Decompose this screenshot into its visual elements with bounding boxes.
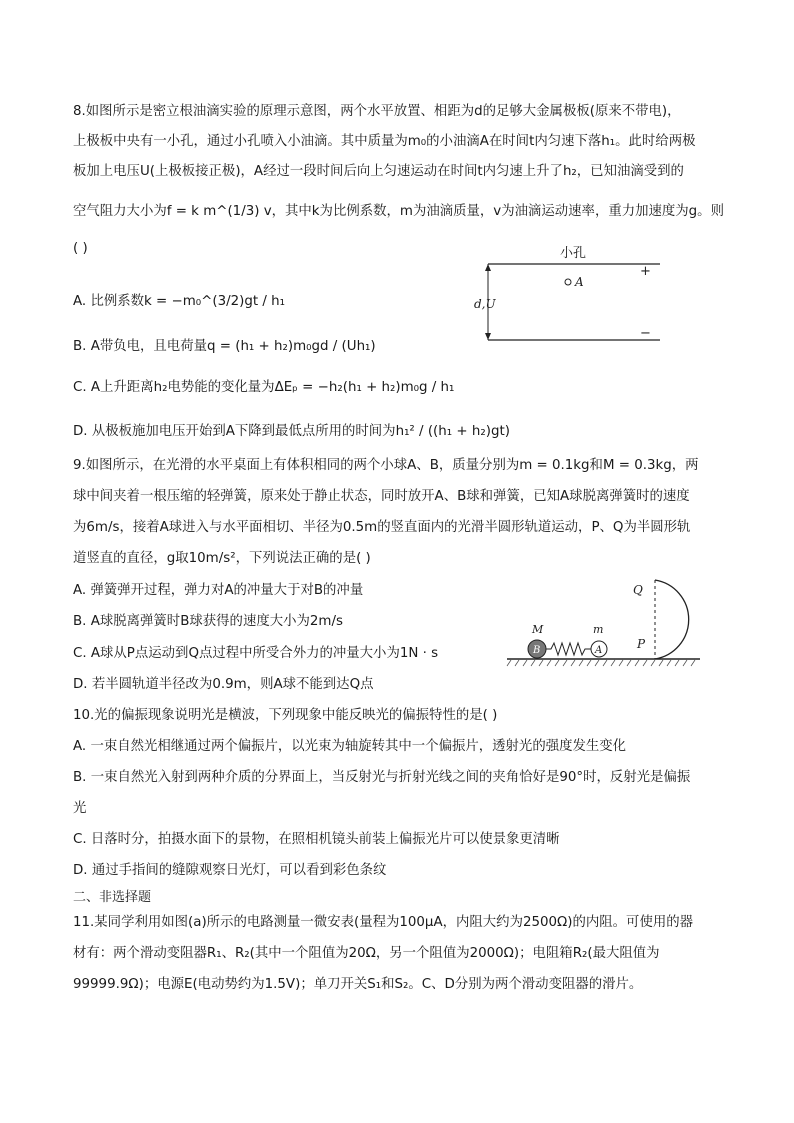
q9-option-b: B. A球脱离弹簧时B球获得的速度大小为2m/s [73,614,343,629]
ball-a-label: A [595,645,603,656]
q10-option-b-line-2: 光 [73,801,87,816]
q9-option-c: C. A球从P点运动到Q点过程中所受合外力的冲量大小为1N · s [73,646,439,661]
point-Q-label: Q [633,583,643,597]
mass-m-label: m [593,623,604,636]
q10-option-d: D. 通过手指间的缝隙观察日光灯，可以看到彩色条纹 [73,863,387,878]
q8-line-3: 板加上电压U(上极板接正极)，A经过一段时间后向上匀速运动在时间t内匀速上升了h₂，已知油滴受到的 [73,164,684,179]
point-P-label: P [637,637,646,651]
q9-line-2: 球中间夹着一根压缩的轻弹簧，原来处于静止状态，同时放开A、B球和弹簧，已知A球脱离弹簧时的速度 [73,489,690,504]
q8-option-c: C. A上升距离h₂电势能的变化量为ΔEₚ = −h₂(h₁ + h₂)m₀g / h₁ [73,380,455,395]
q8-option-b: B. A带负电，且电荷量q = (h₁ + h₂)m₀gd / (Uh₁) [73,339,376,354]
q10-option-b-line-1: B. 一束自然光入射到两种介质的分界面上，当反射光与折射光线之间的夹角恰好是90°时，反射光是偏振 [73,770,691,785]
semicircle-track [655,580,689,659]
oil-drop [565,279,571,285]
q11-line-1: 11.某同学利用如图(a)所示的电路测量一微安表(量程为100μA，内阻大约为2500Ω)的内阻。可使用的器 [73,915,694,930]
q9-line-4: 道竖直的直径，g取10m/s²，下列说法正确的是( ) [73,551,371,566]
section-heading: 二、非选择题 [73,890,152,905]
ball-b-label: B [533,645,541,656]
q11-line-2: 材有：两个滑动变阻器R₁、R₂(其中一个阻值为20Ω，另一个阻值为2000Ω)；电阻箱R₂(最大阻值为 [73,946,660,961]
spring [546,643,591,655]
q11-line-3: 99999.9Ω)；电源E(电动势约为1.5V)；单刀开关S₁和S₂。C、D分别为两个滑动变阻器的滑片。 [73,977,643,992]
gap-arrow-bottom [485,333,491,340]
q10-line-1: 10.光的偏振现象说明光是横波，下列现象中能反映光的偏振特性的是( ) [73,708,498,723]
q10-option-a: A. 一束自然光相继通过两个偏振片，以光束为轴旋转其中一个偏振片，透射光的强度发生变化 [73,739,627,754]
minus-sign: − [640,326,651,341]
q8-option-d: D. 从极板施加电压开始到A下降到最低点所用的时间为h₁² / ((h₁ + h₂)gt) [73,424,510,439]
q9-option-a: A. 弹簧弹开过程，弹力对A的冲量大于对B的冲量 [73,583,364,598]
q9-line-1: 9.如图所示，在光滑的水平桌面上有体积相同的两个小球A、B，质量分别为m = 0.1kg和M = 0.3kg，两 [73,458,699,473]
oil-drop-figure [470,240,670,350]
track-figure [505,572,730,668]
q9-option-d: D. 若半圆轨道半径改为0.9m，则A球不能到达Q点 [73,677,374,692]
q8-line-2: 上极板中央有一小孔，通过小孔喷入小油滴。其中质量为m₀的小油滴A在时间t内匀速下落h₁。此时给两极 [73,134,696,149]
plus-sign: + [640,264,651,279]
q10-option-c: C. 日落时分，拍摄水面下的景物，在照相机镜头前装上偏振光片可以使景象更清晰 [73,832,560,847]
q8-line-4: 空气阻力大小为f = k m^(1/3) v，其中k为比例系数，m为油滴质量，v为油滴运动速率，重力加速度为g。则 [73,204,724,219]
mass-M-label: M [532,623,544,636]
q8-answer-bracket: ( ) [73,241,88,256]
hole-label: 小孔 [560,246,587,261]
q8-line-1: 8.如图所示是密立根油滴实验的原理示意图，两个水平放置、相距为d的足够大金属极板(原来不带电)， [73,104,681,119]
gap-arrow-top [485,264,491,271]
ground-hatch [507,660,695,666]
q8-option-a: A. 比例系数k = −m₀^(3/2)gt / h₁ [73,294,285,309]
q9-line-3: 为6m/s，接着A球进入与水平面相切、半径为0.5m的竖直面内的光滑半圆形轨道运动，P、Q为半圆形轨 [73,520,691,535]
drop-label: A [575,275,584,289]
gap-label: d,U [474,297,496,311]
